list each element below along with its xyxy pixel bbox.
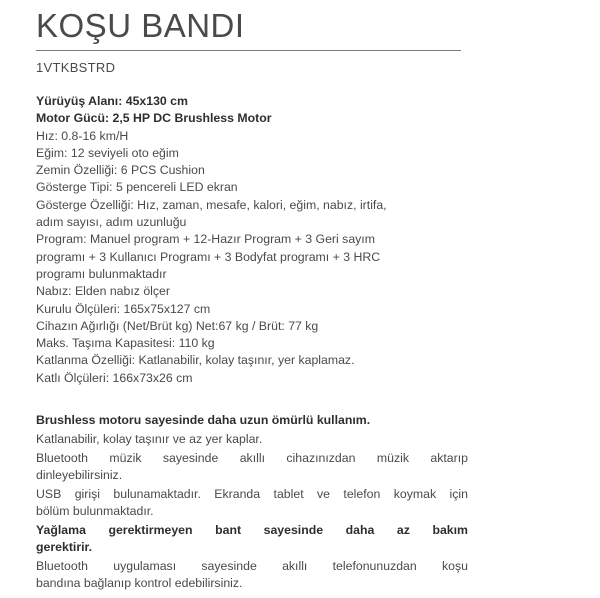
spec-line: adım sayısı, adım uzunluğu xyxy=(36,215,187,230)
feature-paragraph xyxy=(36,431,468,448)
feature-line: Katlanabilir, kolay taşınır ve az yer kaplar. xyxy=(36,432,263,446)
spec-line: Katlanma Özelliği: Katlanabilir, kolay taşınır, yer kaplamaz. xyxy=(36,353,355,368)
spec-line: Motor Gücü: 2,5 HP DC Brushless Motor xyxy=(36,111,272,126)
spec-line: Hız: 0.8-16 km/H xyxy=(36,128,129,143)
feature-paragraph xyxy=(36,558,468,592)
feature-line: USB girişi bulunamaktadır. Ekranda tablet ve telefon koymak için xyxy=(36,487,468,501)
title-divider xyxy=(36,50,461,51)
feature-line: gerektirir. xyxy=(36,540,93,554)
spec-line: Zemin Özelliği: 6 PCS Cushion xyxy=(36,163,205,178)
feature-paragraph xyxy=(36,522,468,556)
spec-line: programı bulunmaktadır xyxy=(36,266,167,281)
spec-list xyxy=(36,93,468,387)
spec-line: Cihazın Ağırlığı (Net/Brüt kg) Net:67 kg / Brüt: 77 kg xyxy=(36,318,319,333)
feature-line: bölüm bulunmaktadır. xyxy=(36,504,154,518)
product-code: 1VTKBSTRD xyxy=(36,60,116,75)
spec-line: programı + 3 Kullanıcı Programı + 3 Bodyfat programı + 3 HRC xyxy=(36,249,381,264)
page-title: KOŞU BANDI xyxy=(36,7,245,44)
feature-line: dinleyebilirsiniz. xyxy=(36,468,123,482)
feature-notes xyxy=(36,412,468,594)
feature-paragraph xyxy=(36,450,468,484)
spec-line: Program: Manuel program + 12-Hazır Program + 3 Geri sayım xyxy=(36,232,375,247)
feature-line: Brushless motoru sayesinde daha uzun ömürlü kullanım. xyxy=(36,413,371,427)
spec-line: Nabız: Elden nabız ölçer xyxy=(36,284,170,299)
spec-line: Yürüyüş Alanı: 45x130 cm xyxy=(36,94,188,108)
spec-line: Katlı Ölçüleri: 166x73x26 cm xyxy=(36,370,193,385)
spec-line: Gösterge Özelliği: Hız, zaman, mesafe, kalori, eğim, nabız, irtifa, xyxy=(36,197,387,212)
feature-line: Yağlama gerektirmeyen bant sayesinde daha az bakım xyxy=(36,523,468,537)
feature-paragraph xyxy=(36,486,468,520)
feature-line: Bluetooth müzik sayesinde akıllı cihazınızdan müzik aktarıp xyxy=(36,451,468,465)
spec-line: Maks. Taşıma Kapasitesi: 110 kg xyxy=(36,336,215,351)
feature-paragraph xyxy=(36,412,468,429)
spec-line: Gösterge Tipi: 5 pencereli LED ekran xyxy=(36,180,238,195)
spec-line: Eğim: 12 seviyeli oto eğim xyxy=(36,145,179,160)
spec-line: Kurulu Ölçüleri: 165x75x127 cm xyxy=(36,301,211,316)
feature-line: Bluetooth uygulaması sayesinde akıllı telefonunuzdan koşu xyxy=(36,559,468,573)
feature-line: bandına bağlanıp kontrol edebilirsiniz. xyxy=(36,576,243,590)
